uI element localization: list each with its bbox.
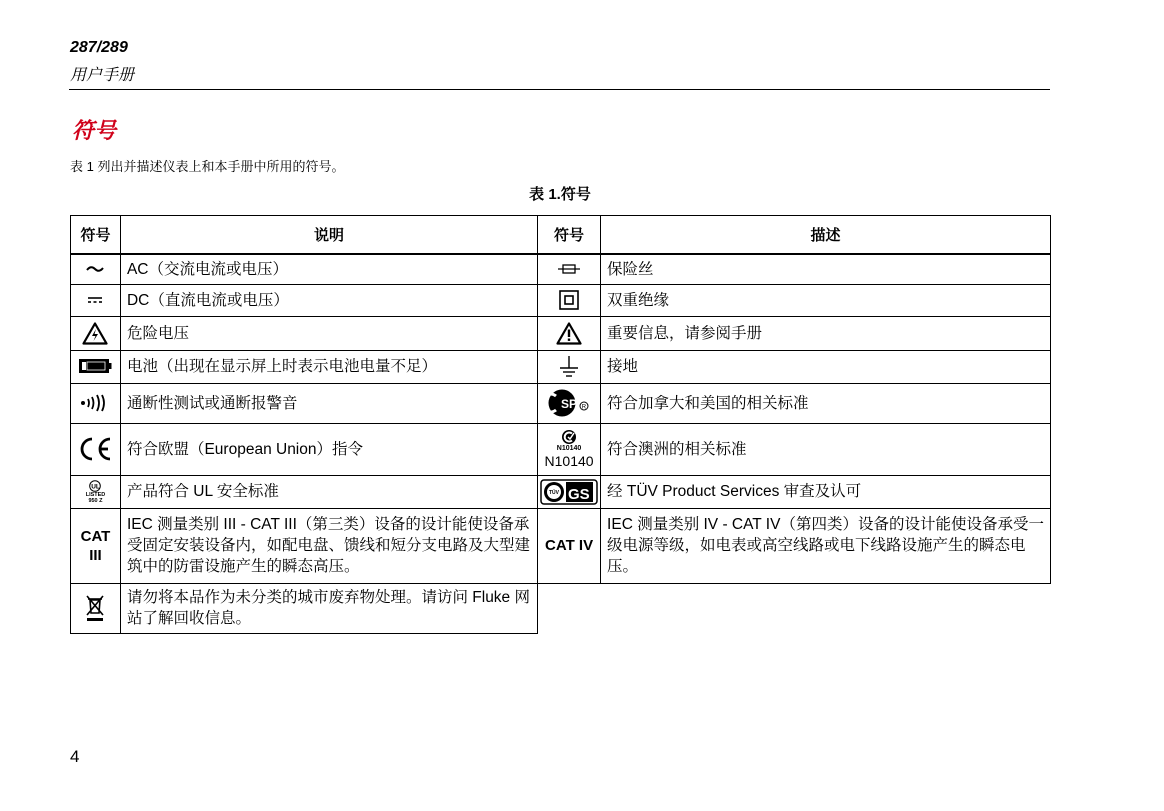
- table-row: [71, 254, 1051, 284]
- table-row: [71, 350, 1051, 383]
- symbol-description: 接地: [601, 350, 1051, 383]
- cat-iv-icon: CAT IV: [545, 537, 594, 554]
- symbol-description: 电池（出现在显示屏上时表示电池电量不足）: [120, 350, 537, 383]
- ul-listed-icon: [73, 480, 118, 504]
- table-row: [71, 284, 1051, 316]
- symbol-description: 双重绝缘: [601, 284, 1051, 316]
- csa-icon: [547, 388, 591, 418]
- hazardous-voltage-icon: [82, 322, 108, 345]
- symbol-description: 保险丝: [601, 254, 1051, 284]
- symbol-description: 请勿将本品作为未分类的城市废弃物处理。请访问 Fluke 网站了解回收信息。: [120, 583, 537, 633]
- double-insulation-icon: [559, 290, 579, 310]
- symbol-description: 危险电压: [120, 316, 537, 350]
- c-tick-code-small: N10140: [556, 445, 582, 452]
- symbol-description: AC（交流电流或电压）: [120, 254, 537, 284]
- symbol-cell: [538, 423, 601, 475]
- weee-crossed-bin-icon: [84, 594, 106, 622]
- fuse-icon: [558, 264, 580, 274]
- battery-icon: [78, 358, 112, 374]
- symbol-description: 通断性测试或通断报警音: [120, 383, 537, 423]
- tuv-gs-icon: [540, 479, 598, 505]
- symbol-cell: [71, 423, 121, 475]
- svg-text:UL: UL: [91, 483, 101, 490]
- svg-text:SP: SP: [561, 397, 578, 411]
- symbol-description: 重要信息，请参阅手册: [601, 316, 1051, 350]
- symbol-cell: [71, 508, 121, 583]
- symbol-cell: [538, 508, 601, 583]
- symbol-cell: [71, 583, 121, 633]
- ul-listed-label: LISTED: [85, 491, 106, 498]
- symbol-cell: [538, 284, 601, 316]
- dc-icon: [87, 295, 103, 305]
- warning-icon: [556, 322, 582, 345]
- ac-tilde-icon: [86, 264, 104, 274]
- symbol-description: DC（直流电流或电压）: [120, 284, 537, 316]
- symbol-cell: [71, 254, 121, 284]
- header-symbol-1: 符号: [71, 216, 121, 255]
- table-row: [71, 583, 1051, 633]
- table-header-row: [71, 216, 1051, 255]
- section-title: 符号: [72, 118, 117, 144]
- c-tick-icon: [540, 429, 598, 469]
- symbol-cell: [538, 383, 601, 423]
- symbol-description: 符合加拿大和美国的相关标准: [601, 383, 1051, 423]
- table-row: [71, 423, 1051, 475]
- ground-icon: [558, 355, 580, 379]
- symbol-description: 经 TÜV Product Services 审查及认可: [601, 475, 1051, 508]
- table-row: [71, 383, 1051, 423]
- header-description-2: 描述: [601, 216, 1051, 255]
- cat-iii-label: CAT: [80, 527, 111, 545]
- symbol-description: IEC 测量类别 III - CAT III（第三类）设备的设计能使设备承受固定安装设备内，如配电盘、馈线和短分支电路及大型建筑中的防雷设施产生的瞬态高压。: [120, 508, 537, 583]
- header-symbol-2: 符号: [538, 216, 601, 255]
- header-manual-title: 用户手册: [70, 67, 135, 84]
- symbol-cell: [538, 475, 601, 508]
- symbol-cell: [538, 350, 601, 383]
- symbol-cell: [71, 350, 121, 383]
- header-model: 287/289: [70, 39, 128, 56]
- table-caption: 表 1.符号: [529, 186, 591, 203]
- symbol-description: 符合澳洲的相关标准: [601, 423, 1051, 475]
- c-tick-code: N10140: [544, 453, 594, 469]
- table-row: [71, 316, 1051, 350]
- symbol-description: IEC 测量类别 IV - CAT IV（第四类）设备的设计能使设备承受一级电源等级，如电表或高空线路或电下线路设施产生的瞬态电压。: [601, 508, 1051, 583]
- symbol-cell: [71, 383, 121, 423]
- svg-text:TÜV: TÜV: [549, 489, 560, 496]
- table-row: [71, 508, 1051, 583]
- section-intro: 表 1 列出并描述仪表上和本手册中所用的符号。: [70, 159, 345, 174]
- symbol-description: 符合欧盟（European Union）指令: [120, 423, 537, 475]
- symbol-cell: [538, 254, 601, 284]
- svg-text:GS: GS: [568, 485, 590, 503]
- empty-cell: [538, 583, 1051, 633]
- continuity-beeper-icon: [80, 394, 110, 412]
- ce-mark-icon: [77, 436, 113, 462]
- ul-listed-code: 950 Z: [88, 497, 103, 504]
- symbols-table: [70, 215, 1051, 634]
- header-description-1: 说明: [120, 216, 537, 255]
- svg-text:R: R: [581, 404, 587, 411]
- cat-iii-icon: [73, 527, 118, 565]
- symbol-description: 产品符合 UL 安全标准: [120, 475, 537, 508]
- table-row: [71, 475, 1051, 508]
- header-rule: [69, 89, 1050, 90]
- symbol-cell: [71, 316, 121, 350]
- symbol-cell: [71, 475, 121, 508]
- page-number: 4: [70, 747, 80, 766]
- cat-iii-roman: III: [89, 546, 102, 564]
- symbol-cell: [538, 316, 601, 350]
- symbol-cell: [71, 284, 121, 316]
